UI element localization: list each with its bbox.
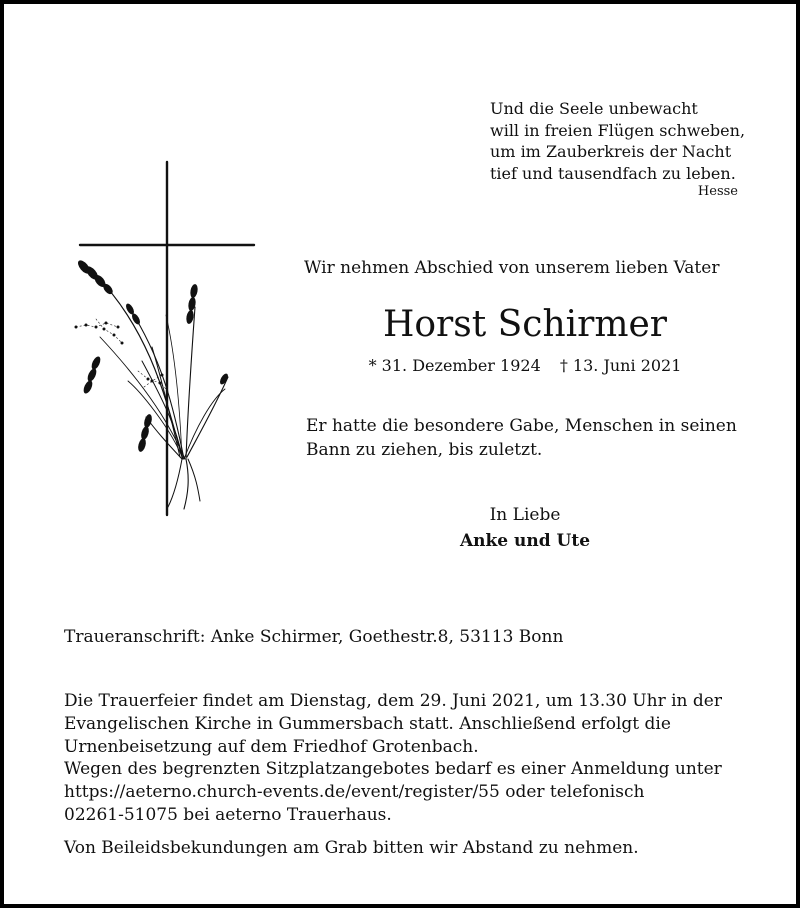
tribute-line: Bann zu ziehen, bis zuletzt. <box>306 440 543 460</box>
tribute-line: Er hatte die besondere Gabe, Menschen in seinen <box>306 416 737 436</box>
service-line: https://aeterno.church-events.de/event/register/55 oder telefonisch <box>64 782 645 803</box>
signature-names: Anke und Ute <box>459 531 591 551</box>
death-date: † 13. Juni 2021 <box>559 356 682 375</box>
service-line: Urnenbeisetzung auf dem Friedhof Grotenbach. <box>64 736 479 757</box>
poem-line: um im Zauberkreis der Nacht <box>490 142 732 161</box>
poem-author: Hesse <box>697 184 738 199</box>
mourning-address: Traueranschrift: Anke Schirmer, Goethestr.8, 53113 Bonn <box>64 627 564 647</box>
poem-line: will in freien Flügen schweben, <box>490 120 746 140</box>
poem-line: tief und tausendfach zu leben. <box>490 163 736 183</box>
service-line: Wegen des begrenzten Sitzplatzangebotes bedarf es einer Anmeldung unter <box>64 759 722 780</box>
service-line: 02261-51075 bei aeterno Trauerhaus. <box>64 804 392 825</box>
deceased-name: Horst Schirmer <box>382 304 668 345</box>
life-dates <box>304 356 746 375</box>
cross-with-wheat-icon <box>70 159 256 519</box>
birth-date: * 31. Dezember 1924 <box>368 356 541 375</box>
farewell-intro: Wir nehmen Abschied von unserem lieben Vater <box>304 258 720 278</box>
poem <box>490 98 750 184</box>
funeral-service-info <box>64 690 764 827</box>
poem-line: Und die Seele unbewacht <box>490 99 698 118</box>
signature-salutation: In Liebe <box>489 505 561 525</box>
service-line: Evangelischen Kirche in Gummersbach statt. Anschließend erfolgt die <box>64 713 671 734</box>
service-line: Die Trauerfeier findet am Dienstag, dem 29. Juni 2021, um 13.30 Uhr in der <box>64 691 722 711</box>
tribute-text <box>306 414 756 462</box>
closing-request: Von Beileidsbekundungen am Grab bitten wir Abstand zu nehmen. <box>64 838 639 858</box>
signature-block <box>424 502 626 554</box>
